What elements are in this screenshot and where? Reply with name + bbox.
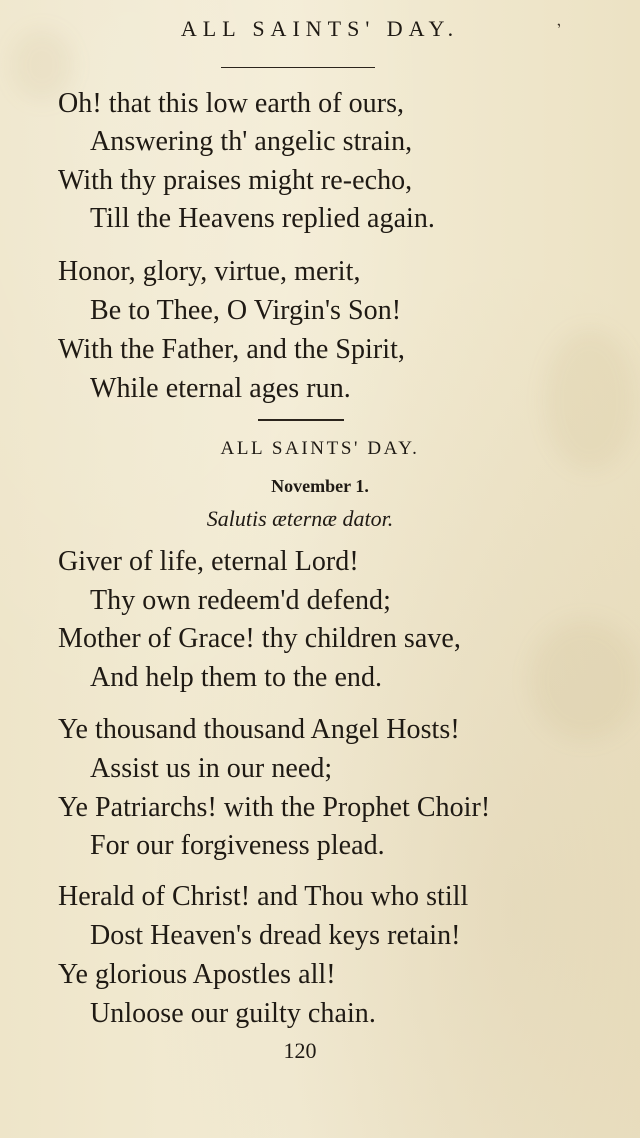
verse-line: Ye glorious Apostles all! xyxy=(58,959,336,990)
page-number: 120 xyxy=(283,1038,317,1063)
verse-line: Mother of Grace! thy children save, xyxy=(58,623,461,654)
verse-line: Honor, glory, virtue, merit, xyxy=(58,256,361,287)
paper-stain xyxy=(530,620,640,740)
margin-mark: ʼ xyxy=(555,20,566,39)
verse-line: Giver of life, eternal Lord! xyxy=(58,546,359,577)
verse-line: While eternal ages run. xyxy=(90,373,351,404)
verse-line: And help them to the end. xyxy=(90,662,383,693)
hymn-title: ALL SAINTS' DAY. xyxy=(220,438,420,459)
running-head: ALL SAINTS' DAY. xyxy=(180,16,460,41)
verse-line: With the Father, and the Spirit, xyxy=(58,334,405,365)
top-rule xyxy=(221,67,375,68)
verse-line: Herald of Christ! and Thou who still xyxy=(58,881,469,912)
verse-line: Be to Thee, O Virgin's Son! xyxy=(90,295,402,326)
verse-line: For our forgiveness plead. xyxy=(90,830,385,861)
verse-line: With thy praises might re-echo, xyxy=(58,165,413,196)
verse-line: Assist us in our need; xyxy=(90,753,333,784)
verse-line: Ye Patriarchs! with the Prophet Choir! xyxy=(58,792,491,823)
verse-line: Answering th' angelic strain, xyxy=(90,126,413,157)
verse-line: Oh! that this low earth of ours, xyxy=(58,88,405,119)
verse-line: Thy own redeem'd defend; xyxy=(90,585,391,616)
hymn-date: November 1. xyxy=(271,476,369,496)
section-rule xyxy=(258,419,344,421)
verse-line: Dost Heaven's dread keys retain! xyxy=(90,920,461,951)
verse-line: Unloose our guilty chain. xyxy=(90,998,376,1029)
hymn-latin-incipit: Salutis æternæ dator. xyxy=(206,506,394,531)
verse-line: Till the Heavens replied again. xyxy=(90,203,435,234)
verse-line: Ye thousand thousand Angel Hosts! xyxy=(58,714,460,745)
